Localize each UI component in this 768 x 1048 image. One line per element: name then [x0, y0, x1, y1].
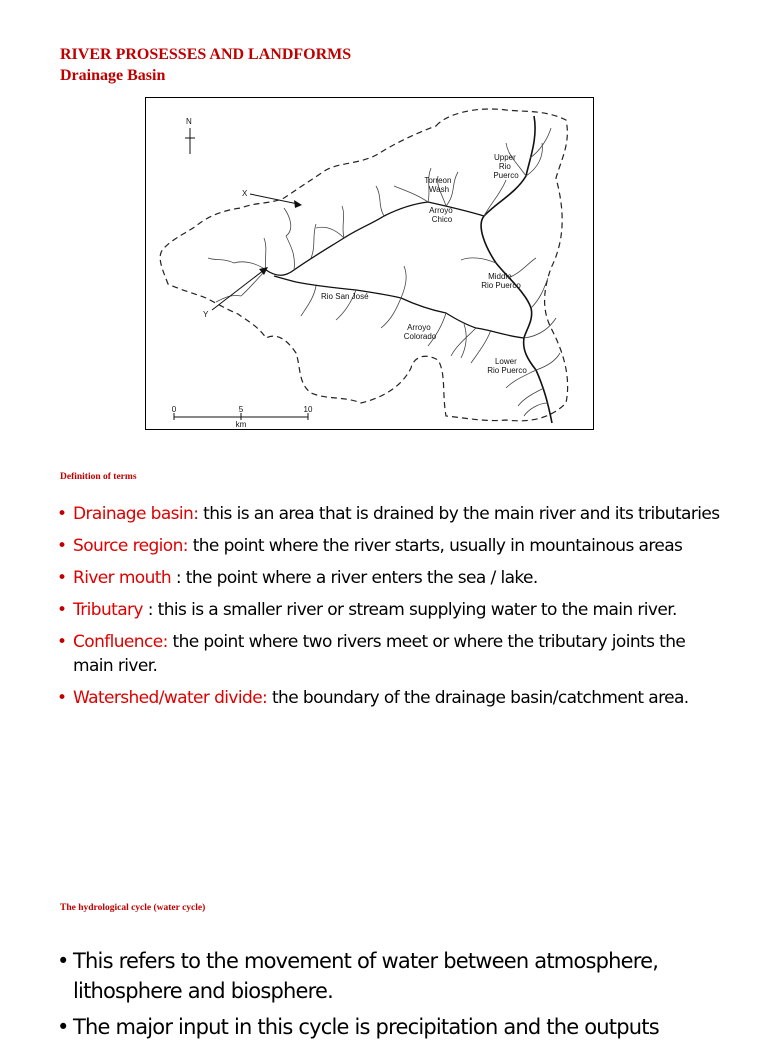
- definition-term: Tributary: [73, 600, 143, 620]
- map-label-rio-san-jose: Rio San José: [321, 292, 369, 301]
- definition-term: Watershed/water divide:: [73, 688, 268, 708]
- north-label: N: [186, 117, 192, 126]
- map-label-arroyo-colorado: Arroyo Colorado: [403, 323, 437, 341]
- definition-item: [57, 598, 727, 622]
- hydro-heading: The hydrological cycle (water cycle): [60, 903, 206, 913]
- scale-tick-5: 5: [238, 405, 244, 414]
- definition-term: River mouth: [73, 568, 172, 588]
- map-label-middle-rio-puerco: Middle Rio Puerco: [481, 272, 521, 290]
- definition-term: Confluence:: [73, 632, 168, 652]
- definition-text: the point where the river starts, usually in mountainous areas: [187, 536, 683, 556]
- definitions-heading: Definition of terms: [60, 472, 137, 482]
- scale-tick-10: 10: [303, 405, 313, 414]
- main-river: [481, 116, 552, 423]
- definition-item: [57, 502, 727, 526]
- map-scale-bar: [174, 413, 308, 420]
- hydro-item: • The major input in this cycle is precipitation and the outputs: [57, 1012, 737, 1042]
- map-label-x: X: [242, 189, 248, 198]
- document-title: RIVER PROSESSES AND LANDFORMS: [60, 46, 352, 63]
- map-label-upper-rio-puerco: Upper Rio Puerco: [493, 153, 519, 180]
- map-label-arroyo-chico: Arroyo Chico: [429, 206, 453, 224]
- section-subtitle: Drainage Basin: [60, 67, 166, 84]
- definition-text: : the point where a river enters the sea / lake.: [171, 568, 538, 588]
- hydro-list: [57, 946, 737, 1048]
- definition-item: [57, 566, 727, 590]
- map-label-y: Y: [203, 310, 209, 319]
- definition-text: the boundary of the drainage basin/catchment area.: [267, 688, 689, 708]
- definition-item: [57, 686, 727, 710]
- definition-term: Drainage basin:: [73, 504, 199, 524]
- map-label-torreon-wash: Torreon Wash: [424, 176, 452, 194]
- map-label-lower-rio-puerco: Lower Rio Puerco: [487, 357, 527, 375]
- north-arrow-icon: [185, 128, 195, 154]
- hydro-item: • This refers to the movement of water between atmosphere, lithosphere and biosphere.: [57, 946, 737, 1006]
- definition-item: [57, 534, 727, 558]
- drainage-basin-map: [145, 97, 594, 430]
- scale-tick-0: 0: [171, 405, 177, 414]
- definition-text: the point where two rivers meet or where the tributary joints the main river.: [73, 632, 686, 676]
- definition-term: Source region:: [73, 536, 188, 556]
- definition-text: : this is a smaller river or stream supplying water to the main river.: [142, 600, 677, 620]
- definitions-list: [57, 502, 727, 718]
- definition-item: [57, 630, 727, 678]
- scale-unit: km: [235, 420, 247, 429]
- definition-text: this is an area that is drained by the main river and its tributaries: [198, 504, 720, 524]
